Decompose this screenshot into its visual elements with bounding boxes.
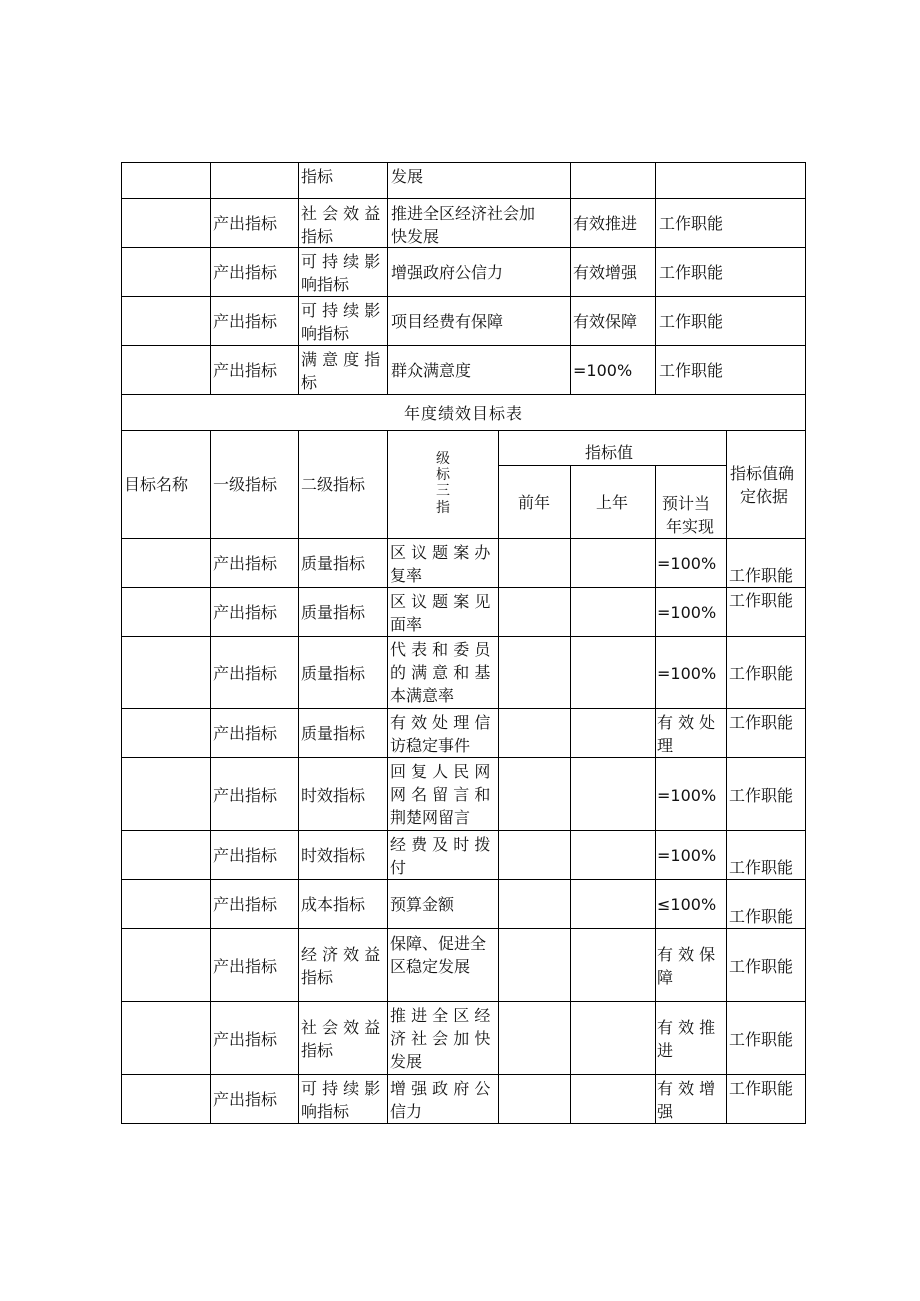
header-last-year: 上年 [596, 493, 629, 512]
basis-cell: 工作职能 [659, 312, 724, 331]
level2-cell: 成本指标 [301, 895, 366, 914]
level1-cell: 产出指标 [213, 957, 278, 976]
basis-cell: 工作职能 [659, 263, 724, 282]
level3-cell-line: 荆楚网留言 [390, 808, 471, 827]
level3-cell-line: 信力 [390, 1102, 423, 1121]
level3-cell-line: 保障、促进全 [390, 934, 487, 953]
level3-cell-line: 回 复 人 民 网 [390, 762, 491, 781]
level2-cell-line: 标 [301, 373, 318, 392]
expected-cell-line: 有 效 处 [657, 713, 716, 732]
expected-cell: =100% [657, 554, 717, 573]
header-expected-line: 预计当 [662, 494, 711, 513]
level2-cell-line: 满 意 度 指 [301, 350, 381, 369]
level2-cell-line: 社 会 效 益 [301, 204, 381, 223]
content-cell-line: 快发展 [391, 227, 440, 246]
level1-cell: 产出指标 [213, 554, 278, 573]
basis-cell: 工作职能 [729, 786, 794, 805]
level1-cell: 产出指标 [213, 724, 278, 743]
level3-cell-line: 区 议 题 案 见 [390, 592, 491, 611]
expected-cell: =100% [657, 846, 717, 865]
level1-cell: 产出指标 [213, 312, 278, 331]
expected-cell: =100% [657, 603, 717, 622]
header-basis-line: 定依据 [740, 487, 789, 506]
level3-cell: 预算金额 [390, 895, 455, 914]
level3-cell-line: 网 名 留 言 和 [390, 785, 491, 804]
level1-cell: 产出指标 [213, 603, 278, 622]
level1-cell: 产出指标 [213, 361, 278, 380]
level1-cell: 产出指标 [213, 263, 278, 282]
level3-cell-line: 区 议 题 案 办 [390, 543, 491, 562]
level3-cell-line: 访稳定事件 [390, 736, 471, 755]
header-level3-char: 级 [436, 451, 450, 467]
header-target-name: 目标名称 [124, 475, 189, 494]
expected-cell: =100% [657, 786, 717, 805]
level2-cell-line: 响指标 [301, 275, 350, 294]
level2-cell-line: 指标 [301, 1041, 334, 1060]
level1-cell: 产出指标 [213, 1090, 278, 1109]
level3-cell-line: 复率 [390, 566, 423, 585]
level1-cell: 产出指标 [213, 846, 278, 865]
level2-cell-line: 指标 [301, 968, 334, 987]
level3-cell-line: 有 效 处 理 信 [390, 713, 491, 732]
content-cell: 项目经费有保障 [391, 312, 504, 331]
value-cell: 有效推进 [573, 214, 638, 233]
level2-cell-line: 可 持 续 影 [301, 301, 381, 320]
level2-cell: 时效指标 [301, 786, 366, 805]
content-cell: 发展 [391, 167, 424, 186]
level3-cell-line: 推 进 全 区 经 [390, 1006, 491, 1025]
basis-cell: 工作职能 [729, 957, 794, 976]
basis-cell: 工作职能 [729, 664, 794, 683]
level2-cell: 质量指标 [301, 664, 366, 683]
header-level3-char: 标 [436, 467, 450, 483]
value-cell: 有效增强 [573, 263, 638, 282]
level2-cell-line: 响指标 [301, 324, 350, 343]
level2-cell-line: 社 会 效 益 [301, 1018, 381, 1037]
expected-cell-line: 有 效 增 [657, 1079, 716, 1098]
level1-cell: 产出指标 [213, 895, 278, 914]
expected-cell-line: 进 [657, 1041, 674, 1060]
expected-cell-line: 有 效 推 [657, 1018, 716, 1037]
level2-cell-line: 经 济 效 益 [301, 945, 381, 964]
level3-cell-line: 发展 [390, 1052, 423, 1071]
level1-cell: 产出指标 [213, 786, 278, 805]
basis-cell: 工作职能 [729, 907, 794, 926]
basis-cell: 工作职能 [729, 713, 794, 732]
expected-cell-line: 理 [657, 736, 674, 755]
expected-cell: ≤100% [657, 895, 717, 914]
content-cell: 群众满意度 [391, 361, 472, 380]
content-cell-line: 推进全区经济社会加 [391, 204, 536, 223]
level2-cell: 质量指标 [301, 724, 366, 743]
value-cell: 有效保障 [573, 312, 638, 331]
expected-cell-line: 障 [657, 968, 674, 987]
expected-cell-line: 有 效 保 [657, 945, 716, 964]
level2-cell-line: 可 持 续 影 [301, 252, 381, 271]
header-level3-char: 指 [436, 500, 450, 516]
value-cell: =100% [573, 361, 633, 380]
header-indicator-value: 指标值 [585, 443, 634, 462]
level3-cell-line: 的 满 意 和 基 [390, 663, 491, 682]
level2-cell: 时效指标 [301, 846, 366, 865]
basis-cell: 工作职能 [729, 858, 794, 877]
basis-cell: 工作职能 [659, 361, 724, 380]
level3-cell-line: 本满意率 [390, 686, 455, 705]
basis-cell: 工作职能 [659, 214, 724, 233]
level2-cell-line: 可 持 续 影 [301, 1079, 381, 1098]
level1-cell: 产出指标 [213, 214, 278, 233]
level2-cell-line: 指标 [301, 227, 334, 246]
header-prev-year: 前年 [518, 493, 551, 512]
table-title: 年度绩效目标表 [403, 404, 523, 423]
level2-cell: 质量指标 [301, 603, 366, 622]
expected-cell-line: 强 [657, 1102, 674, 1121]
level1-cell: 产出指标 [213, 664, 278, 683]
header-expected-line: 年实现 [666, 517, 715, 536]
level3-cell-line: 经 费 及 时 拨 [390, 835, 491, 854]
basis-cell: 工作职能 [729, 591, 794, 610]
level2-cell: 指标 [301, 167, 334, 186]
level3-cell-line: 济 社 会 加 快 [390, 1029, 491, 1048]
header-level3-char: 三 [436, 483, 450, 499]
basis-cell: 工作职能 [729, 1079, 794, 1098]
level1-cell: 产出指标 [213, 1030, 278, 1049]
basis-cell: 工作职能 [729, 566, 794, 585]
header-level2: 二级指标 [301, 475, 366, 494]
basis-cell: 工作职能 [729, 1030, 794, 1049]
header-level1: 一级指标 [213, 475, 278, 494]
level3-cell-line: 区稳定发展 [390, 957, 471, 976]
level3-cell-line: 面率 [390, 615, 423, 634]
header-basis-line: 指标值确 [730, 464, 795, 483]
content-cell: 增强政府公信力 [391, 263, 504, 282]
level3-cell-line: 代 表 和 委 员 [390, 640, 491, 659]
level3-cell-line: 增 强 政 府 公 [390, 1079, 491, 1098]
level2-cell: 质量指标 [301, 554, 366, 573]
level3-cell-line: 付 [390, 858, 407, 877]
expected-cell: =100% [657, 664, 717, 683]
level2-cell-line: 响指标 [301, 1102, 350, 1121]
